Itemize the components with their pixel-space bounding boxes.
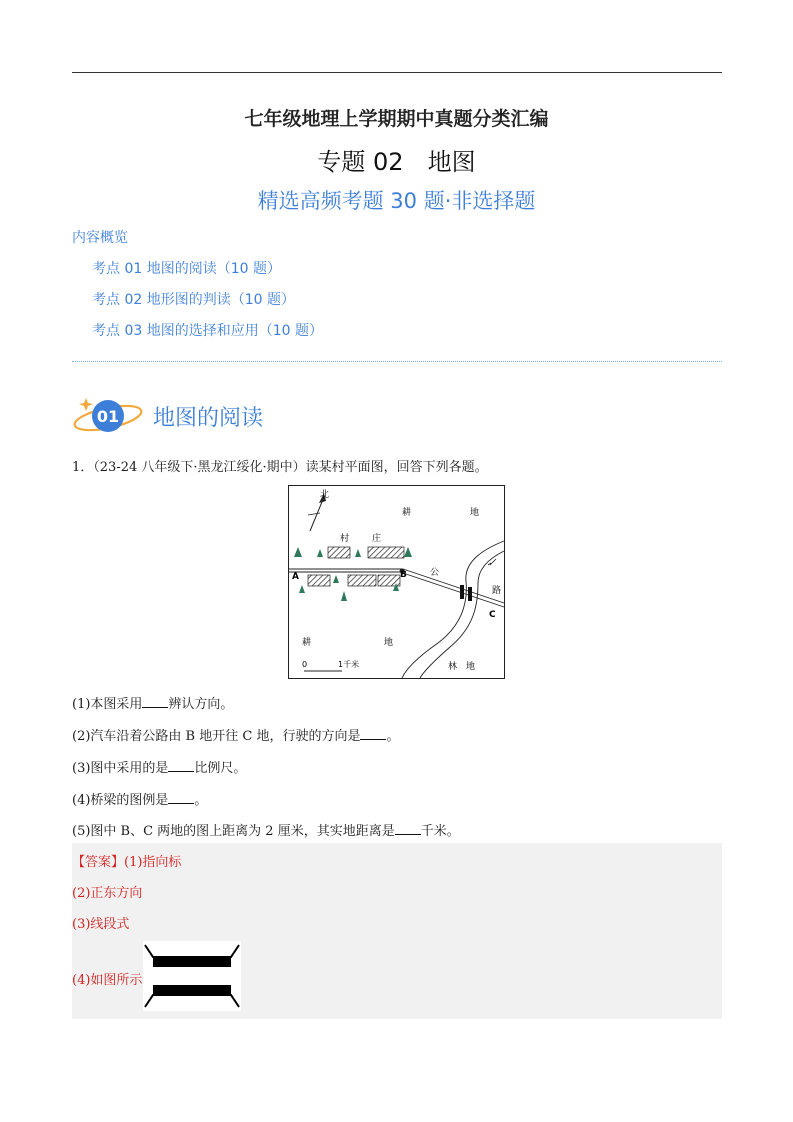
overview-item: 考点 03 地图的选择和应用（10 题）: [92, 323, 323, 339]
map-label: 庄: [372, 534, 382, 544]
scale-label: 1千米: [338, 660, 360, 669]
subtitle: 精选高频考题 30 题·非选择题: [257, 189, 536, 213]
overview-label: 内容概览: [72, 230, 128, 246]
map-label: 地: [384, 638, 394, 648]
north-label: 北: [320, 490, 330, 500]
dotted-divider: [72, 361, 722, 362]
map-label-C: C: [489, 610, 496, 620]
answer-prefix: 【答案】: [72, 855, 125, 870]
question-part: [72, 820, 460, 839]
answer-line: (2)正东方向: [72, 886, 143, 901]
map-label: 路: [492, 586, 502, 596]
map-label: 地: [470, 508, 480, 518]
section-title: 地图的阅读: [153, 406, 264, 431]
topic-title: 专题 02 地图: [317, 148, 476, 176]
overview-item: 考点 02 地形图的判读（10 题）: [92, 292, 295, 308]
map-label-A: A: [292, 572, 299, 582]
house-block: [328, 547, 350, 558]
answer-blank: [142, 695, 168, 708]
map-label-B: B: [400, 570, 407, 580]
question-text: 千米。: [420, 824, 460, 839]
section-badge-number: 01: [96, 407, 120, 426]
answer-blank: [360, 727, 386, 740]
map-label: 耕: [302, 638, 312, 648]
section-badge-icon: [72, 394, 148, 438]
answer-text: (1)指向标: [124, 855, 182, 870]
answer-line: [72, 851, 181, 870]
map-label: 林: [448, 662, 458, 672]
question-stem: 1．（23-24 八年级下·黑龙江绥化·期中）读某村平面图，回答下列各题。: [72, 460, 488, 475]
answer-line: (3)线段式: [72, 917, 130, 932]
top-rule: [72, 72, 722, 73]
map-label: 村: [340, 534, 350, 544]
question-part: [72, 693, 233, 712]
overview-item: 考点 01 地图的阅读（10 题）: [92, 261, 281, 277]
house-block: [308, 575, 330, 586]
question-part: [72, 757, 246, 776]
question-part: [72, 789, 207, 808]
answer-line: (4)如图所示: [72, 973, 143, 988]
question-text: (4)桥梁的图例是: [72, 793, 169, 808]
house-block: [348, 575, 376, 586]
question-text: (1)本图采用: [72, 697, 143, 712]
question-text: (2)汽车沿着公路由 B 地开往 C 地，行驶的方向是: [72, 729, 361, 744]
question-text: 比例尺。: [194, 761, 247, 776]
question-part: [72, 725, 399, 744]
answer-blank: [168, 791, 194, 804]
map-label: 公: [430, 568, 440, 578]
map-label: 地: [466, 662, 476, 672]
question-text: (5)图中 B、C 两地的图上距离为 2 厘米，其实地距离是: [72, 824, 395, 839]
answer-blank: [395, 822, 421, 835]
scale-zero: 0: [302, 660, 308, 669]
house-block: [378, 575, 400, 586]
question-text: (3)图中采用的是: [72, 761, 169, 776]
question-text: 。: [386, 729, 400, 744]
bridge-legend-icon: [143, 941, 241, 1011]
village-map: [288, 485, 505, 679]
question-text: 辨认方向。: [168, 697, 234, 712]
question-text: 。: [194, 793, 208, 808]
house-block: [368, 547, 404, 558]
document-title: 七年级地理上学期期中真题分类汇编: [244, 108, 549, 130]
map-label: 耕: [402, 508, 412, 518]
answer-blank: [168, 759, 194, 772]
